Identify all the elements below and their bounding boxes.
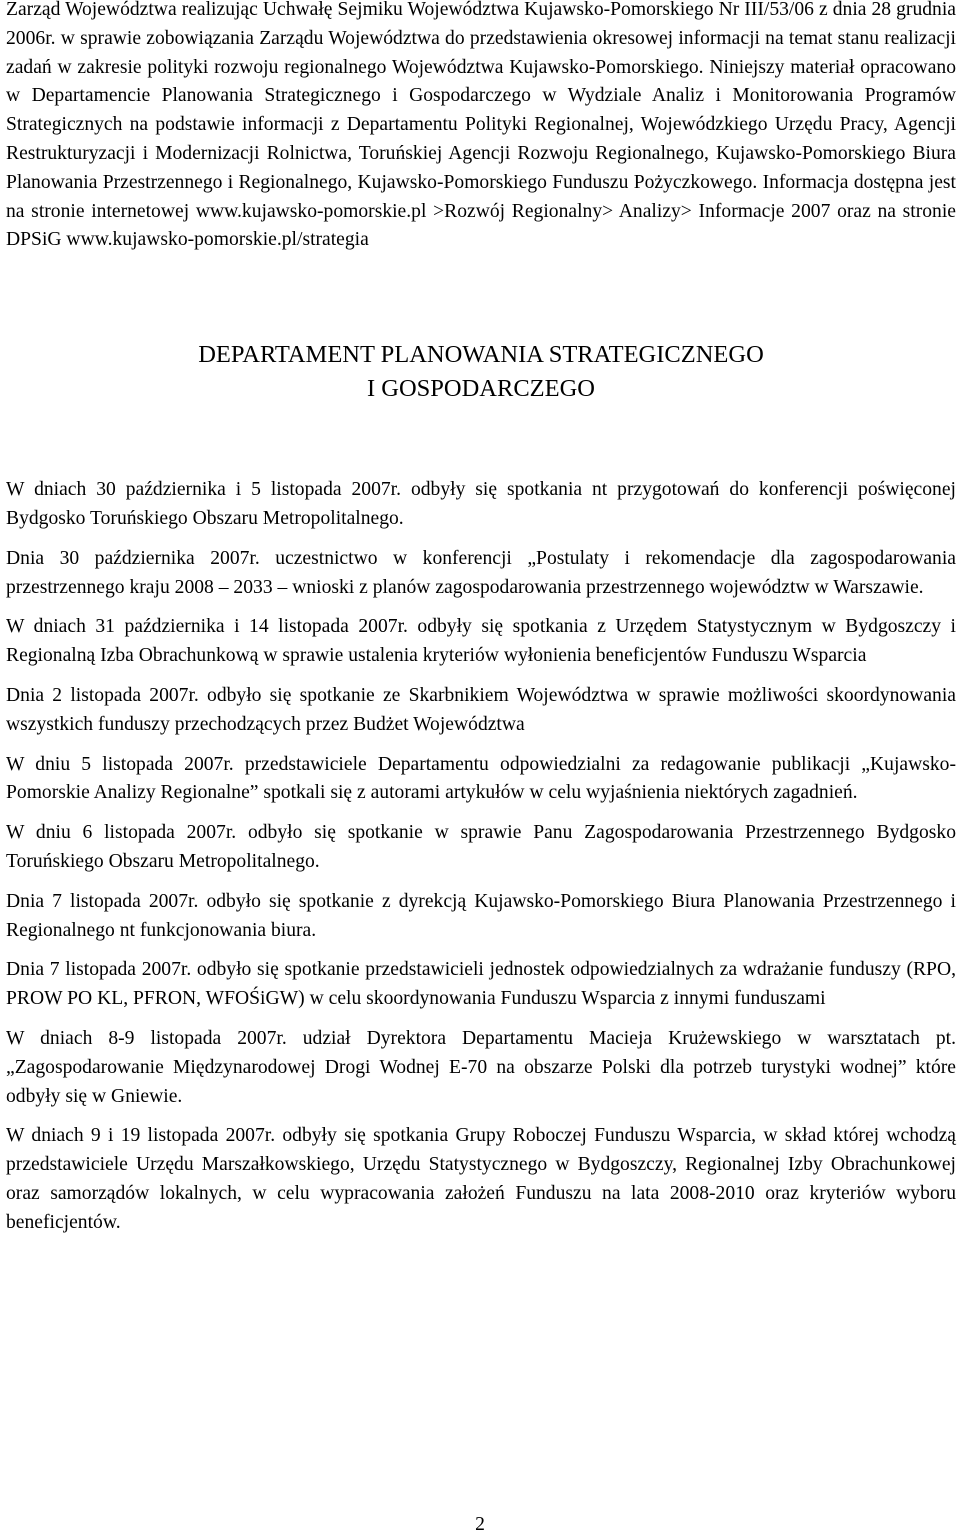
intro-paragraph: Zarząd Województwa realizując Uchwałę Sejmiku Województwa Kujawsko-Pomorskiego Nr III/53/06 z dnia 28 grudnia 2006r. w sprawie zobowiązania Zarządu Województwa do przedstawienia okresowej informacji na temat stanu realizacji zadań w zakresie polityki rozwoju regionalnego Województwa Kujawsko-Pomorskiego. Niniejszy materiał opracowano w Departamencie Planowania Strategicznego i Gospodarczego w Wydziale Analiz i Monitorowania Programów Strategicznych na podstawie informacji z Departamentu Polityki Regionalnej, Wojewódzkiego Urzędu Pracy, Agencji Restrukturyzacji i Modernizacji Rolnictwa, Toruńskiej Agencji Rozwoju Regionalnego, Kujawsko-Pomorskiego Biura Planowania Przestrzennego i Regionalnego, Kujawsko-Pomorskiego Funduszu Pożyczkowego. Informacja dostępna jest na stronie internetowej www.kujawsko-pomorskie.pl >Rozwój Regionalny> Analizy> Informacje 2007 oraz na stronie DPSiG www.kujawsko-pomorskie.pl/strategia: [6, 0, 956, 251]
activity-entry: W dniach 9 i 19 listopada 2007r. odbyły się spotkania Grupy Roboczej Funduszu Wsparcia, w skład której wchodzą przedstawiciele Urzędu Marszałkowskiego, Urzędu Statystycznego w Bydgoszczy, Regionalnej Izby Obrachunkowej oraz samorządów lokalnych, w celu wypracowania założeń Funduszu na lata 2008-2010 oraz kryteriów wyboru beneficjentów.: [6, 1125, 956, 1233]
activity-entry: Dnia 30 października 2007r. uczestnictwo w konferencji „Postulaty i rekomendacje dla zagospodarowania przestrzennego kraju 2008 – 2033 – wnioski z planów zagospodarowania przestrzennego województw w Warszawie.: [6, 547, 956, 598]
document-page: [6, 0, 956, 1249]
activity-entry: W dniach 30 października i 5 listopada 2007r. odbyły się spotkania nt przygotowań do konferencji poświęconej Bydgosko Toruńskiego Obszaru Metropolitalnego.: [6, 479, 956, 529]
activity-list: [6, 476, 956, 1237]
section-heading-line-1: DEPARTAMENT PLANOWANIA STRATEGICZNEGO: [198, 341, 764, 369]
activity-entry: Dnia 7 listopada 2007r. odbyło się spotkanie przedstawicieli jednostek odpowiedzialnych za wdrażanie funduszy (RPO, PROW PO KL, PFRON, WFOŚiGW) w celu skoordynowania Funduszu Wsparcia z innymi funduszami: [6, 959, 956, 1010]
activity-entry: W dniach 31 października i 14 listopada 2007r. odbyły się spotkania z Urzędem Statystycznym w Bydgoszczy i Regionalną Izba Obrachunkową w sprawie ustalenia kryteriów wyłonienia beneficjentów Funduszu Wsparcia: [6, 616, 956, 667]
section-heading: [6, 338, 956, 406]
activity-entry: W dniach 8-9 listopada 2007r. udział Dyrektora Departamentu Macieja Krużewskiego w warsztatach pt. „Zagospodarowanie Międzynarodowej Drogi Wodnej E-70 na obszarze Polski dla potrzeb turystyki wodnej” które odbyły się w Gniewie.: [6, 1027, 956, 1107]
activity-entry: Dnia 2 listopada 2007r. odbyło się spotkanie ze Skarbnikiem Województwa w sprawie możliwości skoordynowania wszystkich funduszy przechodzących przez Budżet Województwa: [6, 684, 956, 735]
page-number: 2: [475, 1514, 485, 1535]
activity-entry: Dnia 7 listopada 2007r. odbyło się spotkanie z dyrekcją Kujawsko-Pomorskiego Biura Planowania Przestrzennego i Regionalnego nt funkcjonowania biura.: [6, 890, 956, 941]
section-heading-line-2: I GOSPODARCZEGO: [366, 375, 595, 403]
activity-entry: W dniu 5 listopada 2007r. przedstawiciele Departamentu odpowiedzialni za redagowanie publikacji „Kujawsko-Pomorskie Analizy Regionalne” spotkali się z autorami artykułów w celu wyjaśnienia niektórych zagadnień.: [6, 753, 956, 804]
activity-entry: W dniu 6 listopada 2007r. odbyło się spotkanie w sprawie Panu Zagospodarowania Przestrzennego Bydgosko Toruńskiego Obszaru Metropolitalnego.: [6, 822, 956, 872]
